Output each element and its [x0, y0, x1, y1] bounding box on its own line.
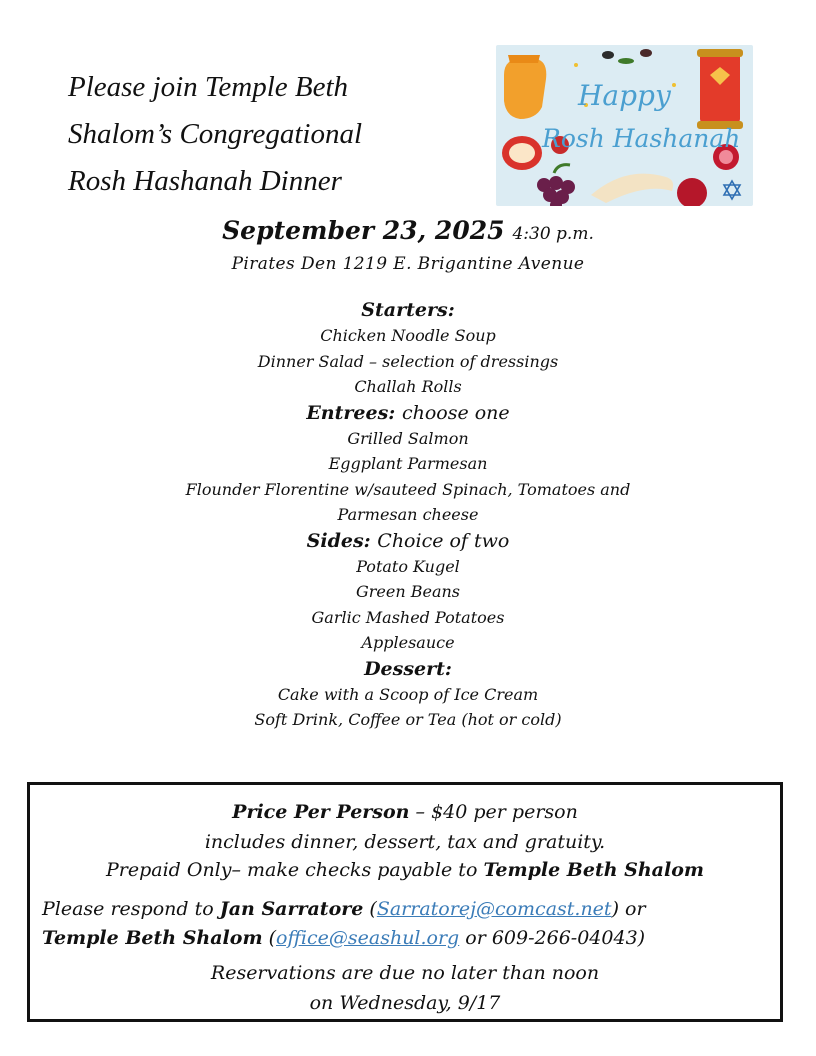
menu-item: Grilled Salmon	[347, 428, 469, 448]
sides-note: Choice of two	[377, 529, 510, 552]
menu-item: Potato Kugel	[356, 556, 460, 576]
respond-text: Please respond to	[42, 898, 214, 920]
sides-label: Sides:	[306, 529, 371, 552]
menu-item: Eggplant Parmesan	[328, 454, 488, 473]
event-date-time	[0, 216, 816, 245]
reservations-line-2: on Wednesday, 9/17	[309, 992, 501, 1014]
menu-item: Dinner Salad – selection of dressings	[257, 351, 559, 371]
reservations-line-1: Reservations are due no later than noon	[210, 962, 600, 984]
contact-name: Jan Sarratore	[219, 898, 364, 920]
rosh-hashanah-banner-image	[496, 45, 753, 206]
org-phone: or 609-266-04043)	[465, 927, 646, 949]
banner-rosh-hashanah-text: Rosh Hashanah	[542, 124, 741, 153]
price-line	[30, 801, 780, 823]
menu-item: Applesauce	[361, 633, 455, 652]
menu-item: Garlic Mashed Potatoes	[311, 607, 505, 627]
entrees-label: Entrees:	[306, 401, 396, 424]
event-time: 4:30 p.m.	[512, 224, 594, 244]
event-venue: Pirates Den 1219 E. Brigantine Avenue	[231, 254, 585, 274]
menu-item: Cake with a Scoop of Ice Cream	[277, 684, 539, 704]
banner-happy-text: Happy	[578, 79, 671, 112]
org-name: Temple Beth Shalom	[42, 927, 263, 949]
entrees-note: choose one	[401, 401, 510, 424]
menu-item: Green Beans	[355, 582, 461, 601]
org-contact-line: Temple Beth Shalom (office@seashul.org or 609-266-04043)	[42, 927, 646, 949]
prepaid-org: Temple Beth Shalom	[483, 859, 704, 881]
event-date: September 23, 2025	[222, 216, 505, 245]
prepaid-text: Prepaid Only– make checks payable to	[105, 859, 478, 881]
org-email-link[interactable]: office@seashul.org	[276, 927, 460, 949]
starters-header: Starters:	[361, 299, 455, 321]
respond-line: Please respond to Jan Sarratore (Sarratorej@comcast.net) or	[42, 898, 646, 920]
menu-item: Challah Rolls	[354, 377, 462, 396]
entrees-header	[0, 400, 816, 426]
dinner-menu	[0, 297, 816, 733]
price-text: – $40 per person	[415, 801, 578, 823]
title-line-2: Shalom’s Congregational	[68, 118, 363, 150]
menu-item: Chicken Noodle Soup	[320, 326, 496, 345]
invitation-title	[68, 64, 488, 205]
sides-header	[0, 528, 816, 554]
respond-or: or	[625, 898, 646, 920]
pricing-info-box	[27, 782, 783, 1022]
menu-item: Soft Drink, Coffee or Tea (hot or cold)	[254, 710, 562, 729]
price-label: Price Per Person	[232, 801, 410, 823]
menu-item: Parmesan cheese	[337, 505, 479, 524]
dessert-header: Dessert:	[364, 657, 452, 680]
includes-line: includes dinner, dessert, tax and gratuity.	[204, 831, 606, 853]
menu-item: Flounder Florentine w/sauteed Spinach, Tomatoes and	[185, 479, 631, 499]
prepaid-line	[30, 859, 780, 881]
title-line-1: Please join Temple Beth	[68, 71, 349, 103]
contact-email-link[interactable]: Sarratorej@comcast.net	[376, 898, 612, 920]
title-line-3: Rosh Hashanah Dinner	[68, 165, 342, 197]
